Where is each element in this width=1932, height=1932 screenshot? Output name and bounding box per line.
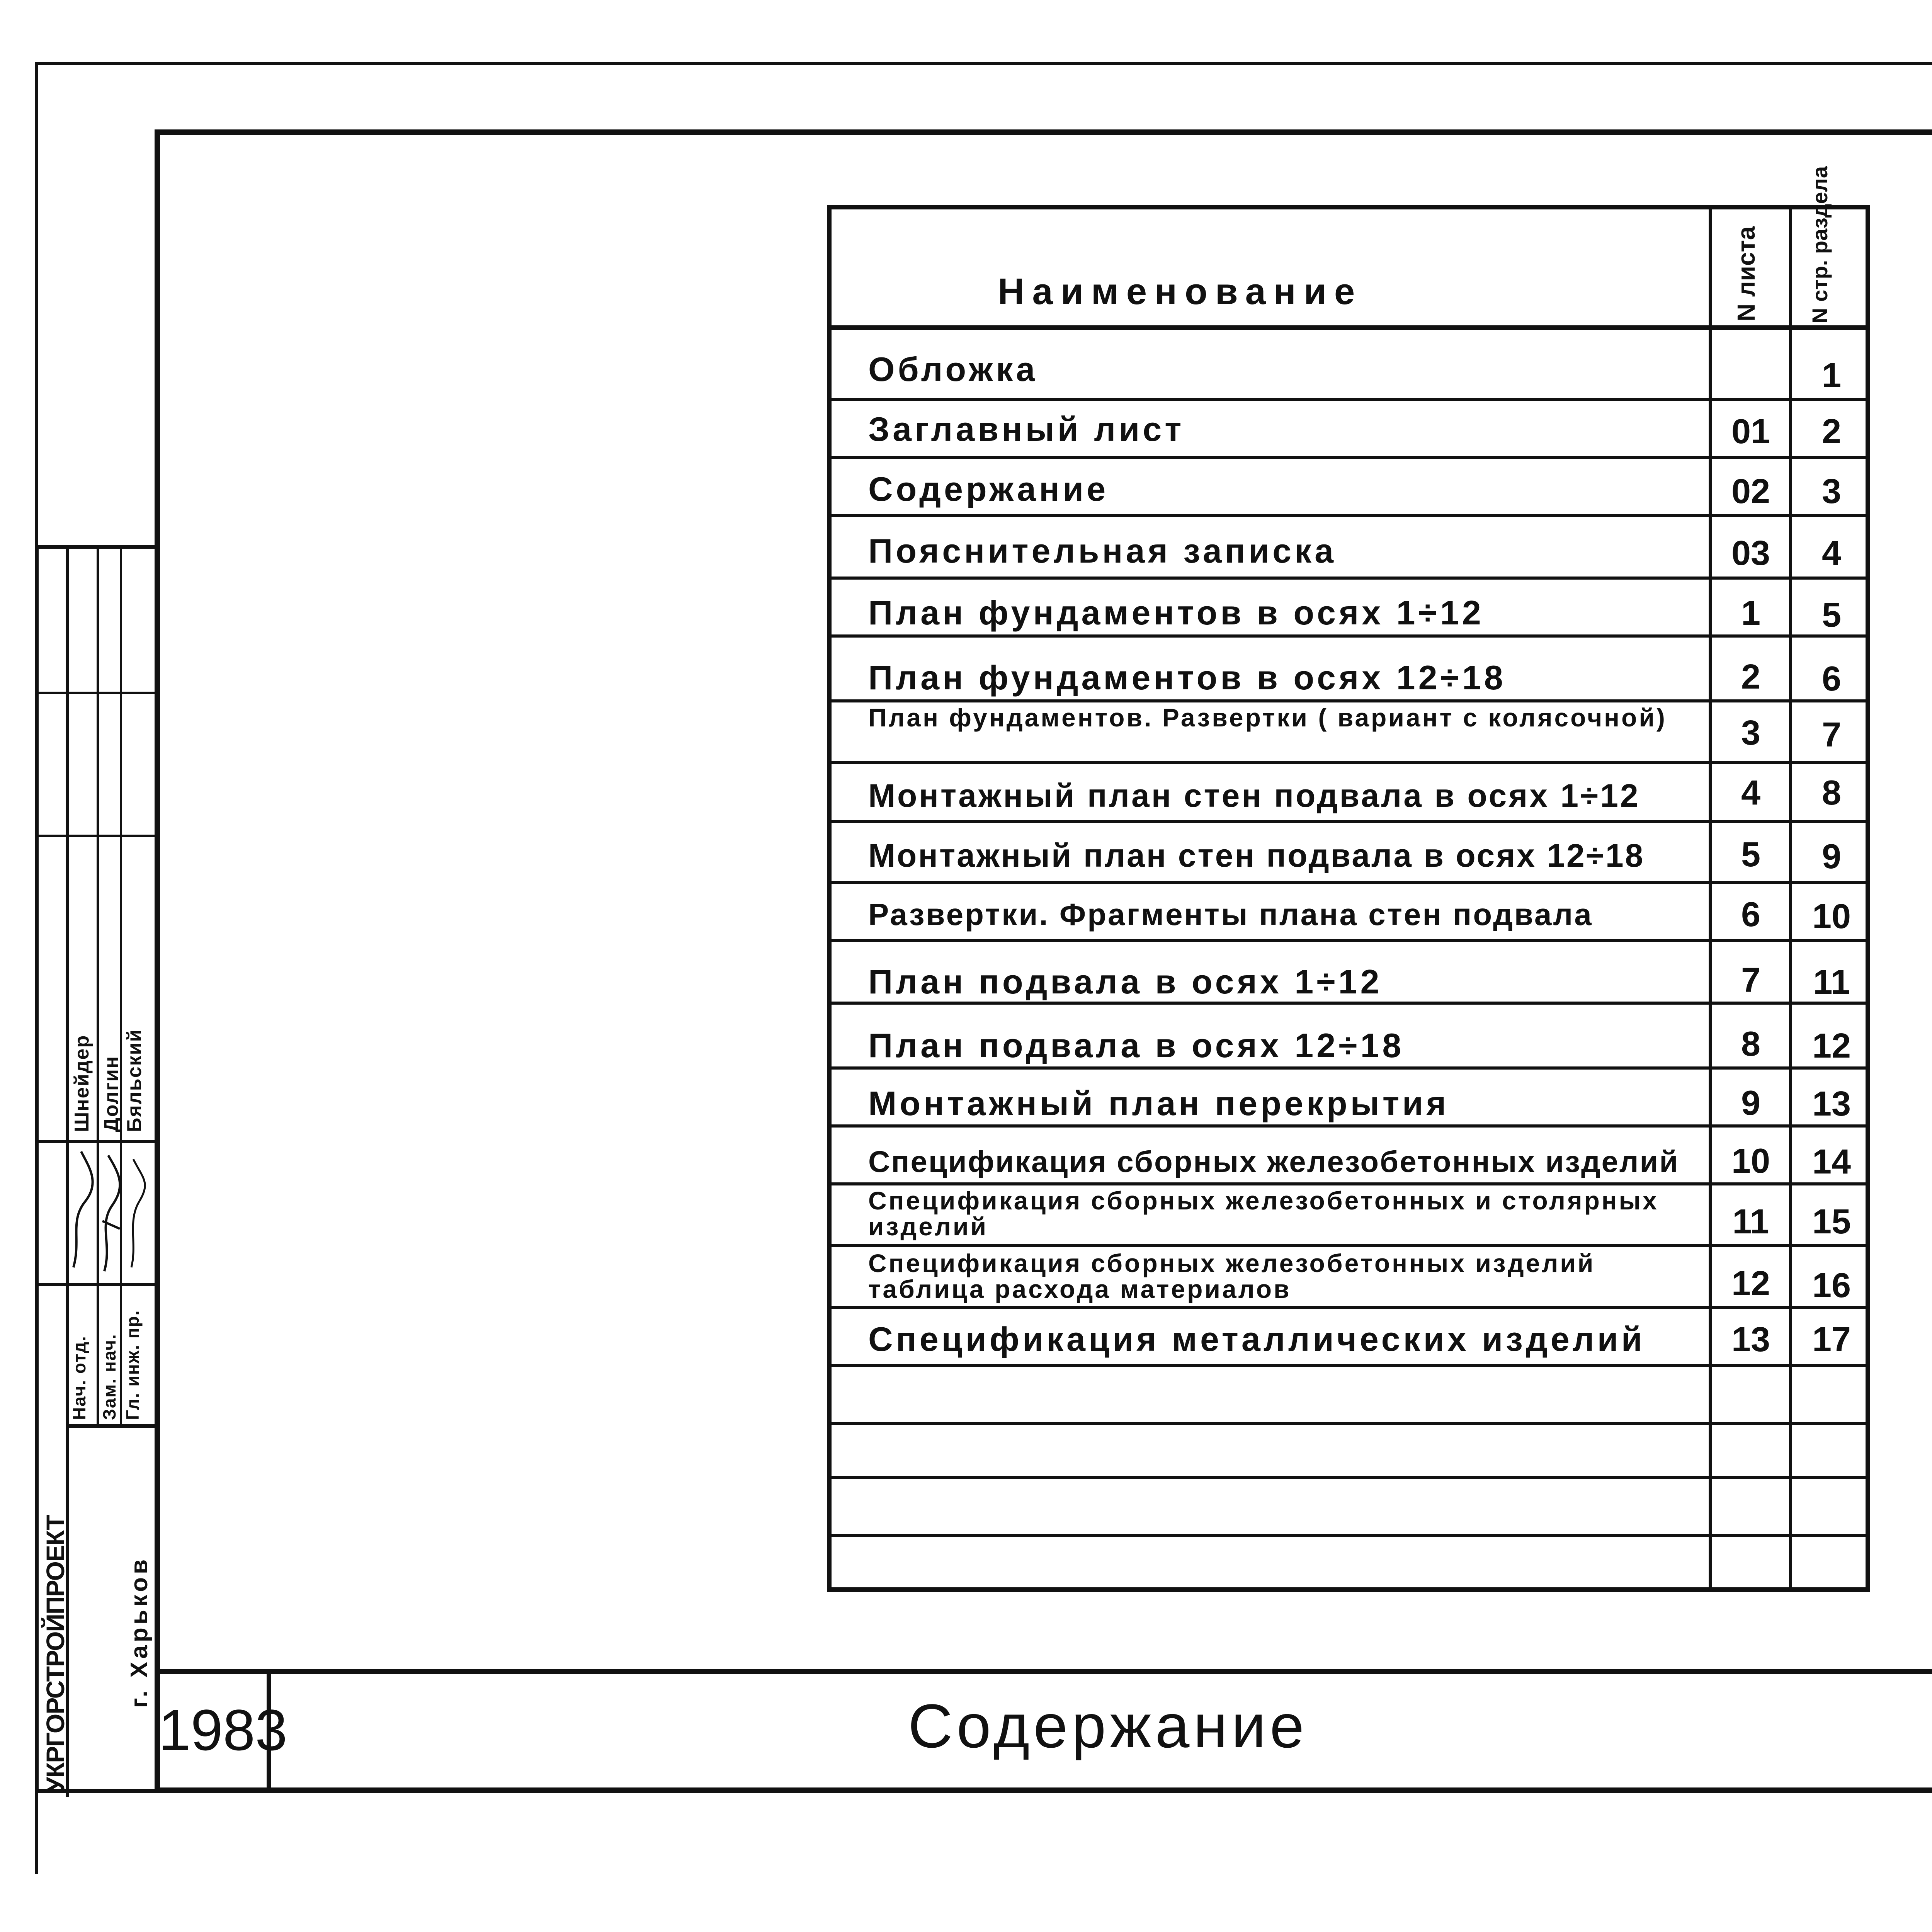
stamp-name-3: Бяльский xyxy=(123,1029,146,1132)
list-item: Спецификация металлических изделий xyxy=(868,1320,1645,1358)
year: 1983 xyxy=(158,1697,287,1762)
list-item: Спецификация сборных железобетонных изделий xyxy=(868,1145,1679,1179)
header-sheet-no: N листа xyxy=(1732,226,1760,321)
stamp-name-2: Долгин xyxy=(100,1055,122,1132)
list-item: Спецификация сборных железобетонных изделий таблица расхода материалов xyxy=(868,1249,1595,1304)
list-item: Развертки. Фрагменты плана стен подвала xyxy=(868,897,1593,932)
stamp-city: г. Харьков xyxy=(126,1556,153,1708)
stamp-role-1: Нач. отд. xyxy=(69,1335,89,1420)
list-item: Заглавный лист xyxy=(868,410,1185,448)
list-item: Пояснительная записка xyxy=(868,532,1337,570)
list-item: План подвала в осях 1÷12 xyxy=(868,963,1383,1001)
list-item: План фундаментов. Развертки ( вариант с колясочной) xyxy=(868,703,1667,732)
stamp-role-2: Зам. нач. xyxy=(99,1333,119,1420)
signature-marks xyxy=(66,1144,158,1283)
list-item: Монтажный план стен подвала в осях 1÷12 xyxy=(868,777,1640,814)
header-page-no: N стр. раздела xyxy=(1808,166,1832,323)
stamp-role-3: Гл. инж. пр. xyxy=(122,1310,143,1420)
left-stamp xyxy=(35,545,155,1793)
list-item: Спецификация сборных железобетонных и столярных изделий xyxy=(868,1186,1659,1241)
stamp-name-1: Шнейдер xyxy=(71,1034,93,1132)
list-item: План подвала в осях 12÷18 xyxy=(868,1026,1405,1065)
header-name: Наименование xyxy=(998,271,1363,312)
list-item: Монтажный план перекрытия xyxy=(868,1084,1449,1122)
contents-table: Наименование N листа N стр. раздела Обложка 1 Заглавный лист 01 2 Содержание 02 3 Пояснительная записка 03 4 План фундаментов в осях 1÷12 1 5 План фундаментов в осях 12÷18 2 6 План фундаментов. Развертки ( вариант с колясочной) 3 7 Монтажный план стен подвала в осях 1÷12 4 8 Монтажный план стен подвала в осях 12÷18 5 9 Развертки. Фрагменты плана стен подвала 6 10 План подвала в осях 1÷12 7 11 План подвала в осях 12÷18 8 12 Монтажный план перекрытия 9 13 Спецификация сборных железобетонных изделий 10 14 Спецификация сборных железобетонных и столярных изделий 11 15 Спецификация сборных железобетонных изделий таблица расхода материалов 12 16 Спецификация металлических изделий 13 17 xyxy=(827,205,1870,1592)
list-item: План фундаментов в осях 1÷12 xyxy=(868,594,1484,632)
document-title: Содержание xyxy=(908,1691,1308,1760)
list-item: План фундаментов в осях 12÷18 xyxy=(868,658,1506,697)
list-item: Обложка xyxy=(868,350,1038,388)
stamp-organization: УКРГОРСТРОЙПРОЕКТ xyxy=(41,1515,70,1793)
list-item: Содержание xyxy=(868,470,1109,508)
title-block xyxy=(155,1669,1932,1793)
list-item: Монтажный план стен подвала в осях 12÷18 xyxy=(868,837,1645,874)
